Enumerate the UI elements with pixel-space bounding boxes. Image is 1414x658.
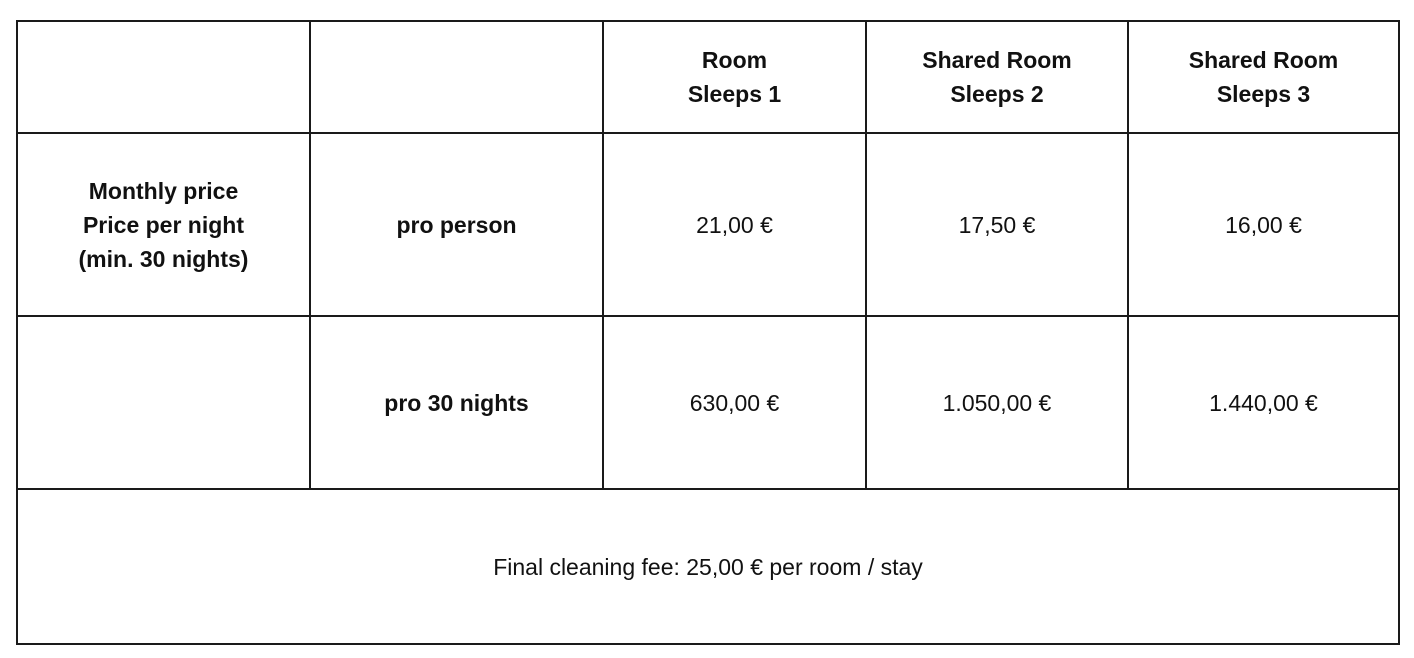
price-cell: 21,00 € bbox=[603, 133, 866, 316]
footer-row bbox=[17, 489, 1399, 644]
column-header-room-sleeps-1 bbox=[603, 21, 866, 133]
column-header-line2: Sleeps 3 bbox=[1216, 81, 1311, 107]
column-header-line1: Room bbox=[701, 47, 768, 73]
column-header-line1: Shared Room bbox=[922, 47, 1072, 73]
price-cell: 630,00 € bbox=[603, 316, 866, 489]
table-row-pro-30-nights bbox=[17, 316, 1399, 489]
section-title-cell bbox=[17, 133, 310, 316]
table-row-pro-person bbox=[17, 133, 1399, 316]
empty-cell bbox=[17, 316, 310, 489]
price-cell: 16,00 € bbox=[1128, 133, 1399, 316]
column-header-shared-sleeps-3 bbox=[1128, 21, 1399, 133]
column-header-shared-sleeps-2 bbox=[866, 21, 1128, 133]
pricing-table bbox=[16, 20, 1400, 645]
column-header-line2: Sleeps 2 bbox=[950, 81, 1044, 107]
price-cell: 17,50 € bbox=[866, 133, 1128, 316]
header-empty-cell-2 bbox=[310, 21, 603, 133]
cleaning-fee-note: Final cleaning fee: 25,00 € per room / stay bbox=[17, 489, 1399, 644]
column-header-line2: Sleeps 1 bbox=[687, 81, 782, 107]
price-cell: 1.050,00 € bbox=[866, 316, 1128, 489]
section-title-line: (min. 30 nights) bbox=[78, 245, 249, 272]
header-row bbox=[17, 21, 1399, 133]
header-empty-cell-1 bbox=[17, 21, 310, 133]
column-header-line1: Shared Room bbox=[1188, 47, 1339, 73]
section-title-line: Price per night bbox=[82, 211, 245, 238]
price-cell: 1.440,00 € bbox=[1128, 316, 1399, 489]
row-label-pro-30-nights: pro 30 nights bbox=[310, 316, 603, 489]
section-title-line: Monthly price bbox=[88, 177, 239, 204]
row-label-pro-person: pro person bbox=[310, 133, 603, 316]
